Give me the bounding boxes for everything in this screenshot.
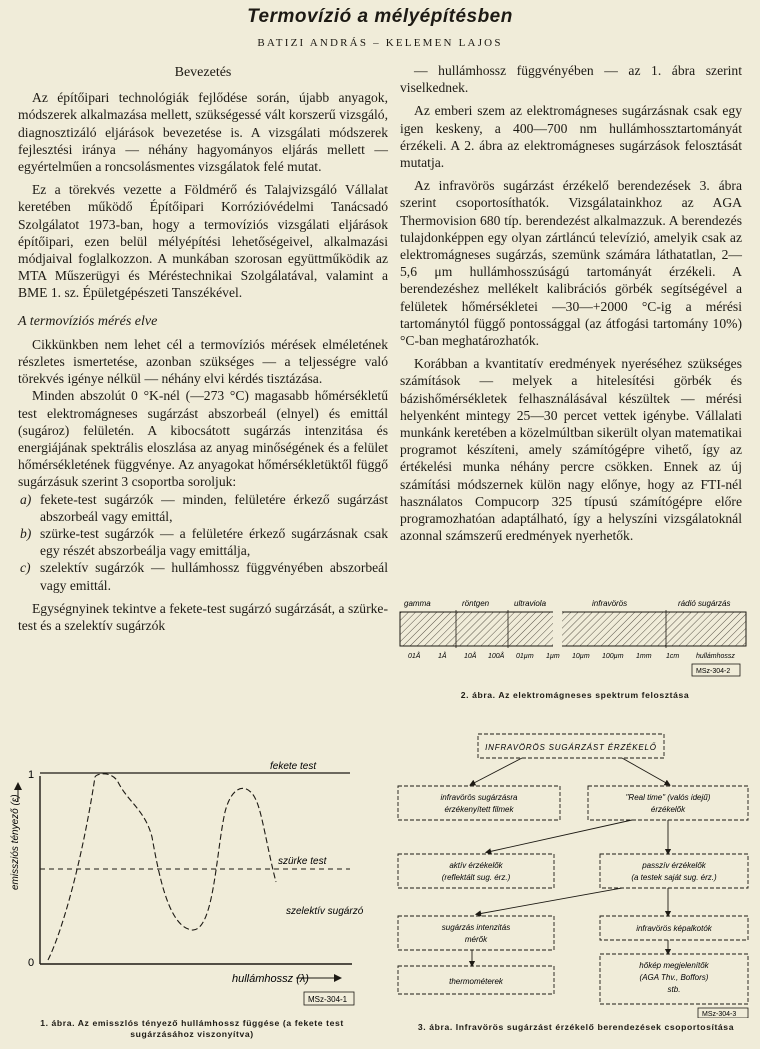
list-item-text: fekete-test sugárzók — minden, felületére érkező sugárzást abszorbeál vagy emittál, (40, 491, 388, 524)
selective-radiator-curve (48, 774, 276, 960)
paragraph: Az emberi szem az elektromágneses sugárzásnak csak egy igen keskeny, a 400—700 nm hullámhossztartományát érzékeli. A 2. ábra az elektromágneses sugárzások felosztását mutatja. (400, 103, 742, 171)
node-label-realtime-2: érzékelők (650, 805, 686, 814)
x-axis-label: hullámhossz (λ) (232, 973, 309, 985)
tick-label-zero: 0 (28, 957, 35, 969)
node-label-root: INFRAVÖRÖS SUGÁRZÁST ÉRZÉKELŐ (485, 743, 657, 752)
node-label-films-2: érzékenyített filmek (444, 805, 514, 814)
paragraph: Korábban a kvantitatív eredmények nyeréséhez szükséges számítások — melyek a hitelesítési görbék és bázishőmérsékletek felhasználásával készültek — mérési helyenként mintegy 25—30 percet vettek igénybe. Vállalati munkánk keretében a közelmúltban sikerült olyan matematikai programot készíteni, amely számítógépre vihető, így az értékelési munka néhány percre csökken. Ennek az új számítási módszernek külön nagy előnye, hogy az FTI-nél használatos Compucorp 325 típusú számítógépre előre programozhatóan adaptálható, így a helyszíni vizsgálatoknál azonnal számszerű eredmények nyerhetők. (400, 356, 742, 544)
paragraph: Cikkünkben nem lehet cél a termovíziós mérések elméletének részletes ismertetése, azonban szükséges — a teljességre való törekvés igénye nélkül — néhány elvi kérdés tisztázása. (18, 336, 388, 387)
band-label-radio: rádió sugárzás (678, 599, 731, 608)
tree-link (472, 758, 522, 784)
spectrum-bar (400, 612, 746, 646)
tree-link (478, 888, 622, 914)
figure-code: MSz-304-2 (696, 668, 731, 675)
node-label-realtime: "Real time" (valós idejű) (625, 793, 711, 802)
selective-radiator-label: szelektív sugárzó (286, 906, 364, 917)
node-label-intensity: sugárzás intenzitás (441, 923, 511, 932)
figure-code: MSz-304-1 (308, 995, 348, 1004)
tick-label: 1mm (636, 653, 652, 660)
node-label-films: infravörös sugárzásra (440, 793, 518, 802)
radiator-type-list (18, 491, 388, 594)
node-label-display-3: stb. (667, 985, 681, 994)
band-label-xray: röntgen (462, 599, 490, 608)
tick-label: 1µm (546, 653, 560, 660)
band-label-ir: infravörös (592, 599, 628, 608)
tick-label: 10µm (572, 653, 590, 660)
article-title: Termovízió a mélyépítésben (247, 6, 513, 27)
node-label-active-2: (reflektált sug. érz.) (441, 873, 511, 882)
tree-link (622, 758, 668, 784)
list-item (18, 525, 388, 559)
node-label-camera: infravörös képalkotók (636, 924, 712, 933)
grey-body-label: szürke test (278, 856, 327, 867)
tick-label: 100µm (602, 653, 624, 660)
tick-label: 1cm (666, 653, 680, 660)
tick-label: 10Å (464, 653, 477, 660)
node-label-display: hőkép megjelenítők (639, 961, 709, 970)
section-title-principle: A termovíziós mérés elve (18, 313, 158, 329)
figure-1-caption-line2: sugárzásához viszonyítva) (130, 1029, 254, 1039)
figure-3-caption: 3. ábra. Infravörös sugárzást érzékelő berendezések csoportosítása (417, 1022, 735, 1032)
paragraph: Az építőipari technológiák fejlődése során, újabb anyagok, módszerek alkalmazása mellett, szükségessé vált korszerű vizsgáló, diagnosztizáló eljárások bevezetése is. A vizsgálati módszerek fejlesztési iránya — néhány hagyományos eljárás mellett — egyértelműen a roncsolásmentes vizsgálatok felé mutat. (18, 90, 388, 175)
node-label-passive: passzív érzékelők (642, 861, 706, 870)
band-label-uv: ultraviola (514, 599, 547, 608)
tree-link (488, 820, 632, 852)
figure-code: MSz-304-3 (702, 1011, 737, 1018)
list-item-label: b) (20, 526, 32, 542)
node-box-passive (600, 854, 748, 888)
paragraph: Az infravörös sugárzást érzékelő berendezések 3. ábra szerint csoportosíthatók. Vizsgálatainkhoz az AGA Thermovision 680 típ. berendezést alkalmazzuk. A berendezés tulajdonképpen egy olyan zártláncú televízió, amelyik csak az elektromágneses sugárzás, szemünk számára láthatatlan, 2—5,6 μm hullámhosszúságú tartományát érzékeli. A berendezéshez mellékelt kalibrációs görbék segítségével a felületek hőmérsékletei —30—+2000 °C-ig a mérési tartománytól függő pontossággal (az átfogási tartomány 10%) °C-ban meghatározhatók. (400, 178, 742, 349)
node-label-thermometers: thermométerek (449, 977, 503, 986)
list-item-text: szürke-test sugárzók — a felületére érkező sugárzásnak csak egy részét abszorbeálja vagy emittálja, (40, 526, 388, 559)
tick-label-one: 1 (28, 769, 35, 781)
section-title-introduction: Bevezetés (174, 65, 232, 80)
node-box-intensity (398, 916, 554, 950)
list-item-text: szelektív sugárzók — hullámhossz függvényében abszorbeál vagy emittál. (40, 560, 388, 593)
paragraph: Egységnyinek tekintve a fekete-test sugárzó sugárzását, a szürke-test és a szelektív sugárzók (18, 600, 388, 634)
node-label-intensity-2: mérők (464, 935, 488, 944)
list-item-label: a) (20, 491, 32, 507)
figure-1-caption-line1: 1. ábra. Az emisszlós tényező hullámhossz függése (a fekete test (40, 1018, 344, 1028)
node-label-active: aktív érzékelők (449, 861, 503, 870)
axis-label: hullámhossz (696, 653, 735, 660)
node-box-realtime (588, 786, 748, 820)
y-axis-label: emissziós tényező (ε) (10, 794, 21, 890)
node-box-films (398, 786, 560, 820)
black-body-label: fekete test (270, 761, 317, 772)
tick-label: 01µm (516, 653, 534, 660)
figure-1-emissivity-chart (0, 742, 380, 1027)
paragraph: — hullámhossz függvényében — az 1. ábra szerint viselkednek. (400, 63, 742, 96)
article-authors: BATIZI ANDRÁS – KELEMEN LAJOS (257, 37, 503, 49)
paragraph: Ez a törekvés vezette a Földmérő és Talajvizsgáló Vállalat keretében működő Építőipari Korrózióvédelmi Tanácsadó Szolgálatot 1973-ban, hogy a termovíziós vizsgálati eljárások építőipari, ezen belül mélyépítési lehetőségeivel, alkalmazási módjaival foglalkozzon. A munkában szorosan együttműködik az MTA Műszerügyi és Méréstechnikai Szolgálatával, valamint a BME 1. sz. Épületgépészeti Tanszékével. (18, 182, 388, 301)
tick-label: 100Å (488, 653, 505, 660)
tick-label: 1Å (438, 653, 447, 660)
right-column (400, 62, 742, 544)
visible-band-gap (553, 611, 562, 647)
list-item (18, 491, 388, 525)
figure-2-spectrum-diagram (396, 596, 760, 678)
paragraph: Minden abszolút 0 °K-nél (—273 °C) magasabb hőmérsékletű test elektromágneses sugárzást abszorbeál (elnyel) és emittál (sugároz) felületén. A kibocsátott sugárzás intenzitása és energiájának spektrális eloszlása az anyag minőségének és a felület hőmérsékletének függvénye. Az anyagokat hőmérsékletüktől függő sugárzásuk szerint 3 csoportba soroljuk: (18, 388, 388, 490)
list-item-label: c) (20, 560, 31, 576)
figure-3-ir-sensor-tree (392, 728, 760, 1018)
figure-2-caption: 2. ábra. Az elektromágneses spektrum felosztása (460, 690, 690, 700)
figure-1-caption (4, 1018, 380, 1040)
tick-label: 01Å (408, 653, 421, 660)
node-box-active (398, 854, 554, 888)
list-item (18, 559, 388, 593)
node-label-display-2: (AGA Thv., Boffors) (639, 973, 709, 982)
band-label-gamma: gamma (404, 599, 431, 608)
node-label-passive-2: (a testek saját sug. érz.) (631, 873, 717, 882)
left-column (18, 62, 388, 634)
